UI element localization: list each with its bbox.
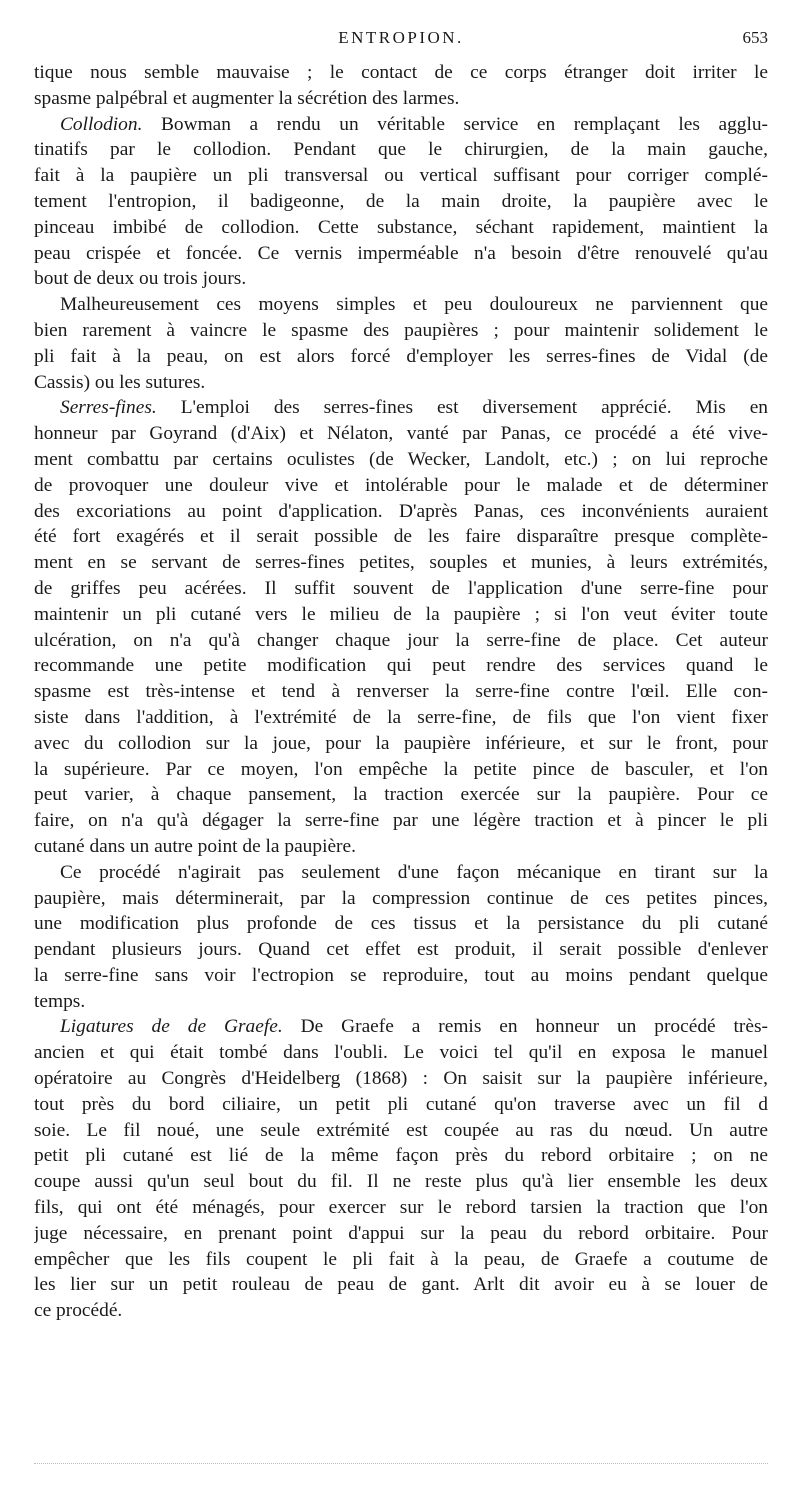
line-text: ce procédé. <box>34 1300 123 1322</box>
text-line <box>34 886 768 912</box>
line-text: ancien et qui était tombé dans l'oubli. Le voici tel qu'il en exposa le manuel <box>34 1042 768 1064</box>
text-line <box>34 1169 768 1195</box>
text-line <box>34 499 768 525</box>
section-lead: Ligatures de de Graefe. <box>60 1016 283 1038</box>
text-line <box>34 576 768 602</box>
line-text: L'emploi des serres-fines est diversement apprécié. Mis en <box>156 397 768 419</box>
line-text: pendant plusieurs jours. Quand cet effet est produit, il serait possible d'enlever <box>34 939 768 961</box>
line-text: De Graefe a remis en honneur un procédé très- <box>282 1016 768 1038</box>
running-header <box>34 28 768 54</box>
text-line <box>34 241 768 267</box>
text-line <box>34 937 768 963</box>
text-line <box>34 137 768 163</box>
text-line <box>34 989 768 1015</box>
paragraph <box>34 860 768 1015</box>
text-line <box>34 266 768 292</box>
line-text: cutané dans un autre point de la paupière. <box>34 835 356 857</box>
text-line <box>34 1247 768 1273</box>
line-text: les lier sur un petit rouleau de peau de gant. Arlt dit avoir eu à se louer de <box>34 1274 768 1296</box>
text-line <box>34 1118 768 1144</box>
text-line <box>34 189 768 215</box>
line-text: spasme est très-intense et tend à renverser la serre-fine contre l'œil. Elle con- <box>34 681 768 703</box>
text-line <box>34 705 768 731</box>
paragraph <box>34 60 768 112</box>
line-text: pinceau imbibé de collodion. Cette substance, séchant rapidement, maintient la <box>34 216 768 238</box>
text-line <box>34 911 768 937</box>
line-text: opératoire au Congrès d'Heidelberg (1868) : On saisit sur la paupière inférieure, <box>34 1068 768 1090</box>
paragraph <box>34 112 768 293</box>
line-text: siste dans l'addition, à l'extrémité de la serre-fine, de fils que l'on vient fixer <box>34 706 768 728</box>
body-text <box>34 60 768 1324</box>
line-text: Malheureusement ces moyens simples et peu douloureux ne parviennent que <box>60 294 768 316</box>
line-text: spasme palpébral et augmenter la sécrétion des larmes. <box>34 87 460 109</box>
line-text: été fort exagérés et il serait possible de les faire disparaître presque complète- <box>34 526 768 548</box>
text-line <box>34 421 768 447</box>
text-line <box>34 473 768 499</box>
line-text: tout près du bord ciliaire, un petit pli cutané qu'on traverse avec un fil d <box>34 1093 768 1115</box>
text-line <box>34 1272 768 1298</box>
text-line <box>34 447 768 473</box>
line-text: ulcération, on n'a qu'à changer chaque jour la serre-fine de place. Cet auteur <box>34 629 768 651</box>
line-text: maintenir un pli cutané vers le milieu de la paupière ; si l'on veut éviter toute <box>34 603 768 625</box>
text-line <box>34 1014 768 1040</box>
text-line <box>34 808 768 834</box>
line-text: de griffes peu acérées. Il suffit souvent de l'application d'une serre-fine pour <box>34 577 768 599</box>
line-text: tinatifs par le collodion. Pendant que le chirurgien, de la main gauche, <box>34 139 768 161</box>
line-text: tique nous semble mauvaise ; le contact de ce corps étranger doit irriter le <box>34 62 768 83</box>
line-text: peau crispée et foncée. Ce vernis imperméable n'a besoin d'être renouvelé qu'au <box>34 242 768 264</box>
line-text: faire, on n'a qu'à dégager la serre-fine par une légère traction et à pincer le pli <box>34 810 768 832</box>
text-line <box>34 860 768 886</box>
line-text: soie. Le fil noué, une seule extrémité est coupée au ras du nœud. Un autre <box>34 1119 768 1141</box>
text-line <box>34 550 768 576</box>
text-line <box>34 731 768 757</box>
text-line <box>34 1066 768 1092</box>
line-text: une modification plus profonde de ces tissus et la persistance du pli cutané <box>34 913 768 935</box>
line-text: fait à la paupière un pli transversal ou vertical suffisant pour corriger complé- <box>34 165 768 187</box>
text-line <box>34 1092 768 1118</box>
line-text: Ce procédé n'agirait pas seulement d'une façon mécanique en tirant sur la <box>60 861 768 883</box>
text-line <box>34 86 768 112</box>
running-title: ENTROPION. <box>338 28 464 47</box>
line-text: Cassis) ou les sutures. <box>34 371 206 393</box>
page-number: 653 <box>742 28 768 47</box>
text-line <box>34 653 768 679</box>
line-text: Bowman a rendu un véritable service en remplaçant les agglu- <box>142 113 768 135</box>
line-text: avec du collodion sur la joue, pour la paupière inférieure, et sur le front, pour <box>34 732 768 754</box>
text-line <box>34 292 768 318</box>
paragraph <box>34 395 768 859</box>
line-text: coupe aussi qu'un seul bout du fil. Il ne reste plus qu'à lier ensemble les deux <box>34 1171 768 1193</box>
text-line <box>34 215 768 241</box>
line-text: recommande une petite modification qui peut rendre des services quand le <box>34 655 768 677</box>
text-line <box>34 1040 768 1066</box>
text-line <box>34 602 768 628</box>
text-line <box>34 163 768 189</box>
line-text: fils, qui ont été ménagés, pour exercer sur le rebord tarsien la traction que l'on <box>34 1197 768 1219</box>
line-text: petit pli cutané est lié de la même façon près du rebord orbitaire ; on ne <box>34 1145 768 1167</box>
text-line <box>34 370 768 396</box>
page <box>34 28 768 1324</box>
line-text: tement l'entropion, il badigeonne, de la main droite, la paupière avec le <box>34 190 768 212</box>
line-text: peut varier, à chaque pansement, la traction exercée sur la paupière. Pour ce <box>34 784 768 806</box>
section-lead: Collodion. <box>60 113 143 135</box>
text-line <box>34 834 768 860</box>
text-line <box>34 782 768 808</box>
line-text: ment en se servant de serres-fines petites, souples et munies, à leurs extrémités, <box>34 552 768 574</box>
text-line <box>34 757 768 783</box>
text-line <box>34 524 768 550</box>
text-line <box>34 1221 768 1247</box>
text-line <box>34 628 768 654</box>
text-line <box>34 60 768 86</box>
text-line <box>34 318 768 344</box>
text-line <box>34 1143 768 1169</box>
line-text: la supérieure. Par ce moyen, l'on empêche la petite pince de basculer, et l'on <box>34 758 768 780</box>
line-text: bout de deux ou trois jours. <box>34 268 247 290</box>
line-text: temps. <box>34 990 86 1012</box>
text-line <box>34 1195 768 1221</box>
text-line <box>34 679 768 705</box>
text-line <box>34 395 768 421</box>
text-line <box>34 344 768 370</box>
line-text: paupière, mais déterminerait, par la compression continue de ces petites pinces, <box>34 887 768 909</box>
line-text: honneur par Goyrand (d'Aix) et Nélaton, vanté par Panas, ce procédé a été vive- <box>34 423 768 445</box>
line-text: bien rarement à vaincre le spasme des paupières ; pour maintenir solidement le <box>34 319 768 341</box>
line-text: pli fait à la peau, on est alors forcé d'employer les serres-fines de Vidal (de <box>34 345 768 367</box>
section-lead: Serres-fines. <box>60 397 157 419</box>
paragraph <box>34 1014 768 1324</box>
text-line <box>34 112 768 138</box>
text-line <box>34 963 768 989</box>
text-line <box>34 1298 768 1324</box>
line-text: des excoriations au point d'application. D'après Panas, ces inconvénients auraient <box>34 500 768 522</box>
line-text: empêcher que les fils coupent le pli fait à la peau, de Graefe a coutume de <box>34 1248 768 1270</box>
page-bottom-rule <box>34 1463 768 1464</box>
line-text: juge nécessaire, en prenant point d'appui sur la peau du rebord orbitaire. Pour <box>34 1222 768 1244</box>
line-text: de provoquer une douleur vive et intolérable pour le malade et de déterminer <box>34 474 768 496</box>
paragraph <box>34 292 768 395</box>
line-text: ment combattu par certains oculistes (de Wecker, Landolt, etc.) ; on lui reproche <box>34 448 768 470</box>
line-text: la serre-fine sans voir l'ectropion se reproduire, tout au moins pendant quelque <box>34 964 768 986</box>
